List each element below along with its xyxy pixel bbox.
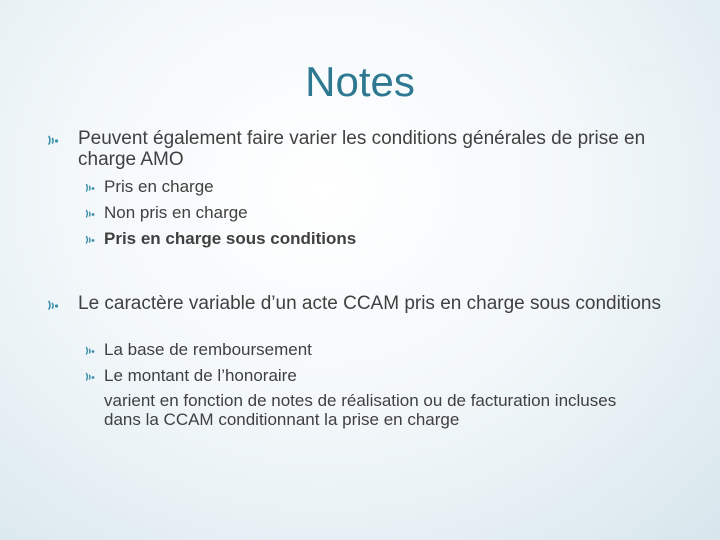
bullet-item-5 [46,293,666,314]
wifi-bullet-icon [84,228,104,249]
bullet-text: Pris en charge sous conditions [104,229,357,248]
wifi-bullet-icon [84,202,104,223]
bullet-item-4 [84,228,644,249]
bullet-text: Pris en charge [104,177,214,196]
wifi-bullet-icon [84,365,104,386]
bullet-item-3 [84,202,644,223]
bullet-text: Le montant de l’honoraire [104,366,297,385]
bullet-item-6 [84,339,644,360]
bullet-text: Peuvent également faire varier les conditions générales de prise en charge AMO [78,128,646,170]
bullet-text: varient en fonction de notes de réalisation ou de facturation incluses dans la CCAM conditionnant la prise en charge [104,391,617,429]
wifi-bullet-icon [84,176,104,197]
bullet-item-1 [46,128,666,170]
bullet-text: La base de remboursement [104,340,312,359]
bullet-text: Non pris en charge [104,203,248,222]
slide-title: Notes [305,58,415,105]
wifi-bullet-icon [46,128,78,149]
bullet-text: Le caractère variable d’un acte CCAM pris en charge sous conditions [78,293,661,314]
wifi-bullet-icon [84,339,104,360]
bullet-item-7 [84,365,644,386]
bullet-item-2 [84,176,644,197]
bullet-item-8 [104,391,644,429]
slide-number: Page 2 [628,58,676,74]
wifi-bullet-icon [46,293,78,314]
